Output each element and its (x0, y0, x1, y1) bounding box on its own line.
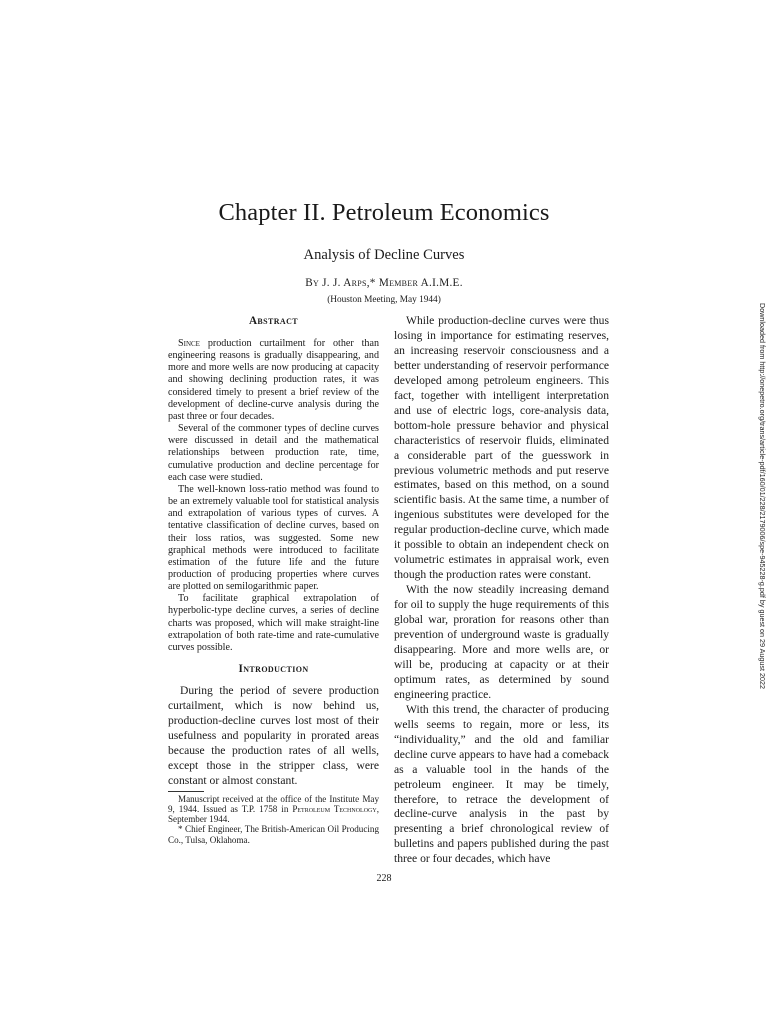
abstract-paragraph: The well-known loss-ratio method was found to be an extremely valuable tool for statistical analysis and extrapolation of various types of curves. A tentative classification of decline curves, based on their loss ratios, was suggested. Some new graphical methods were introduced to facilitate estimation of the future life and the future production of producing properties where curves are plotted on semilogarithmic paper. (168, 483, 379, 593)
body-paragraph: During the period of severe production curtailment, which is now behind us, production-decline curves lost most of their usefulness and popularity in prorated areas because the production rates of all wells, except those in the stripper class, were constant or almost constant. (168, 684, 379, 787)
footnote-journal: Petroleum Technology (292, 803, 377, 814)
meeting-note: (Houston Meeting, May 1944) (327, 295, 441, 305)
abstract-paragraph: Several of the commoner types of decline curves were discussed in detail and the mathematical relationships between production rate, time, cumulative production and decline percentage for each case were studied. (168, 423, 379, 483)
right-column (394, 314, 609, 867)
download-watermark: Downloaded from http://onepetro.org/trans/article-pdf/160/01/228/2179006/spe-945228-g.pdf by guest on 29 August 2022 (758, 303, 767, 690)
abstract-heading: Abstract (248, 315, 299, 327)
footnote-manuscript (168, 794, 379, 825)
footnote-divider (168, 791, 204, 792)
chapter-title: Chapter II. Petroleum Economics (218, 199, 550, 226)
footnote-author: * Chief Engineer, The British-American Oil Producing Co., Tulsa, Oklahoma. (168, 824, 379, 845)
byline-membership: Member A.I.M.E. (378, 277, 463, 289)
footnotes (168, 794, 379, 845)
body-paragraph: While production-decline curves were thus losing in importance for estimating reserves, an increasing reservoir consciousness and a better understanding of reservoir performance developed among petroleum engineers. This fact, together with intelligent interpretation and use of electric logs, core-analysis data, bottom-hole pressure behavior and physical characteristics of reservoir fluids, eliminated a considerable part of the guesswork in previous volumetric methods and put reserve estimates, based on this method, on a sound scientific basis. At the same time, a number of ingenious substitutes were developed for the regular production-decline curve, which made it possible to obtain an independent check on volumetric estimates in appraisal work, even though the production rates were constant. (394, 314, 609, 582)
footnote-text: Manuscript received at the office of the Institute May 9, 1944. Issued as T.P. 1758 in (168, 793, 379, 814)
body-paragraph: With the now steadily increasing demand for oil to supply the huge requirements of this global war, proration for reasons other than prevention of underground waste is gradually disappearing. More and more wells are, or will be, producing at capacity or at their optimum rates, as determined by sound engineering practice. (394, 583, 609, 701)
body-paragraph: With this trend, the character of producing wells seems to regain, more or less, its “individuality,” and the old and familiar decline curve appears to have had a comeback as a valuable tool in the hands of the petroleum engineer. It may be timely, therefore, to retrace the development of decline-curve analysis in the past by presenting a brief chronological review of bulletins and papers published during the past three or four decades, which have (394, 702, 609, 866)
article-title: Analysis of Decline Curves (303, 247, 465, 263)
abstract-paragraph: To facilitate graphical extrapolation of hyperbolic-type decline curves, a series of decline charts was proposed, which will make straight-line extrapolation of both rate-time and rate-cumulative curves possible. (168, 593, 379, 653)
abstract-text: production curtailment for other than engineering reasons is gradually disappearing, and more and more wells are now producing at capacity and showing declining production rates, it was considered timely to present a brief review of the development of decline-curve analysis during the past three or four decades. (168, 338, 379, 422)
left-column (168, 314, 379, 845)
footnote-text: , September 1944. (168, 803, 379, 825)
abstract-lead-word: Since (178, 338, 200, 349)
abstract-paragraph (168, 338, 379, 423)
introduction-body (168, 684, 379, 789)
abstract (168, 338, 379, 654)
byline (0, 277, 768, 289)
byline-author: By J. J. Arps,* (305, 277, 376, 289)
introduction-heading: Introduction (238, 663, 309, 676)
page-number: 228 (376, 873, 392, 884)
